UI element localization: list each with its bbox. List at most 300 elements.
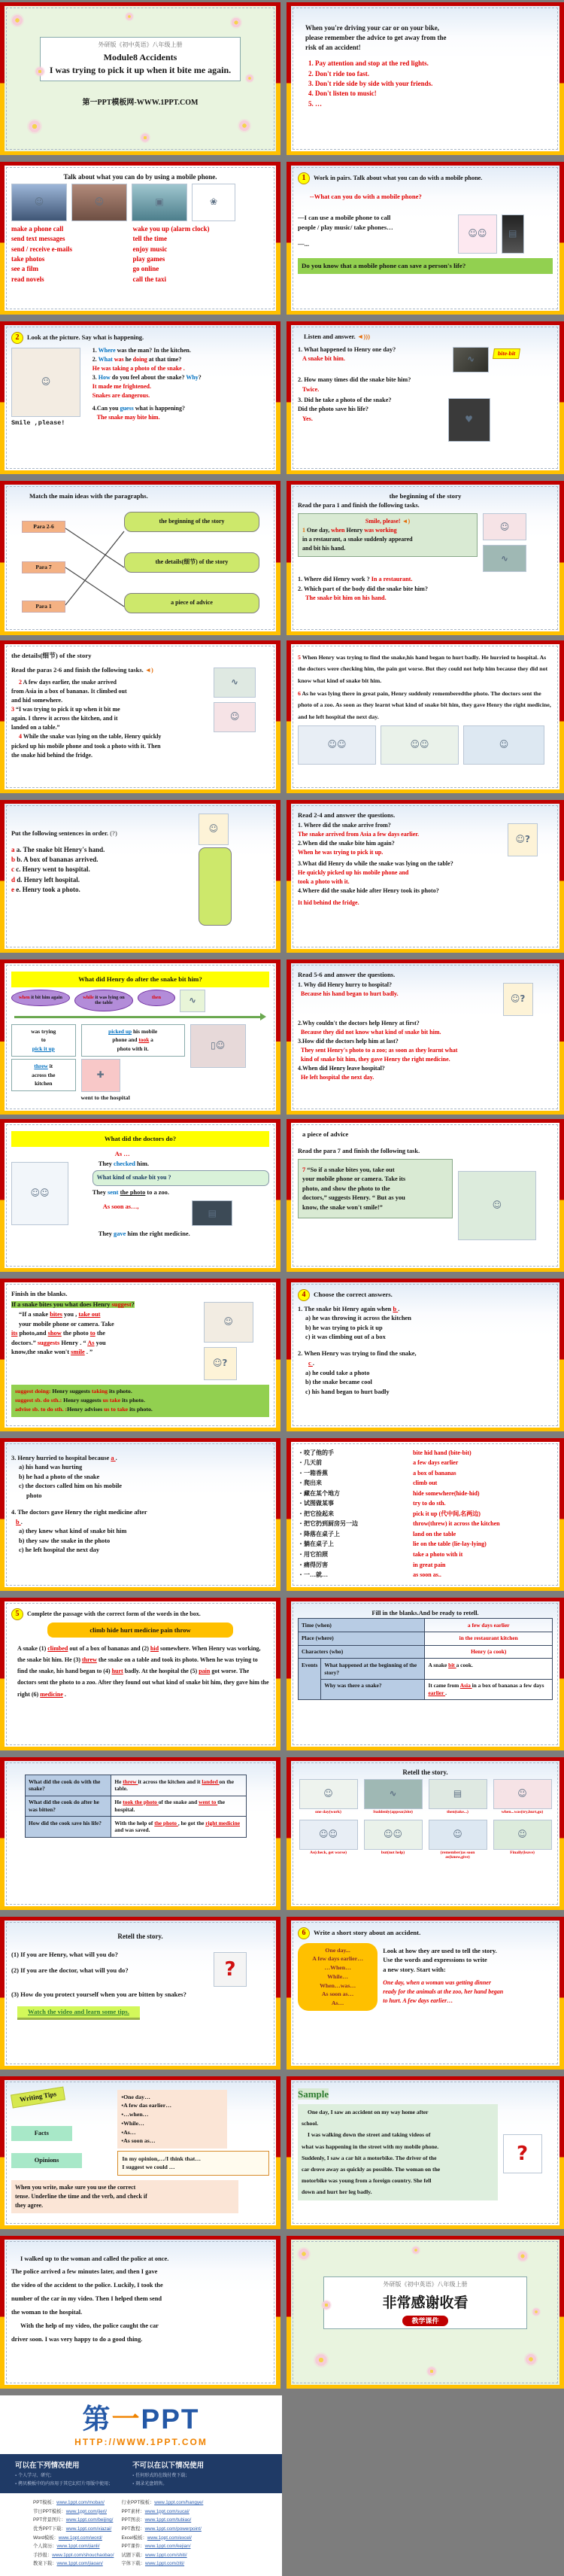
text-fragment: 非常感谢收看 (382, 2295, 468, 2312)
green-box (298, 1159, 453, 1218)
balloons-cartoon: ❀ (192, 184, 235, 221)
spacer (92, 1198, 187, 1201)
text-line (92, 374, 269, 382)
text-fragment: advise sb. to do sth. : (15, 1405, 68, 1413)
text-fragment: and was saved. (114, 1826, 150, 1834)
spacer (383, 1975, 553, 1978)
text-fragment: send / receive e-mails (11, 245, 73, 253)
text-fragment: When Henry was trying to find the snake,his hand began to hurt badly. He hurried to hospital. As the doctors were checking him, the pain got worse. But they could not help him because they did not know what kind of snake bit him. (298, 653, 548, 684)
text-fragment: •While… (121, 2119, 144, 2127)
text-fragment: What did the cook do after he was bitten? (29, 1799, 99, 1813)
text-line (298, 80, 553, 89)
text-fragment: Read 2-4 and answer the questions. (298, 811, 396, 819)
text-fragment: ◄) (402, 517, 411, 525)
image-row (214, 1952, 269, 1987)
text-line (302, 1947, 374, 1954)
footer-link[interactable]: www.1ppt.com/jiaoan/ (56, 2561, 103, 2567)
columns (298, 821, 553, 859)
footer-link[interactable]: www.1ppt.com/shiti/ (144, 2552, 187, 2558)
text-line (298, 576, 553, 584)
text-fragment: What did the doctors do? (104, 1134, 177, 1142)
text-fragment: photo,and (17, 1330, 48, 1337)
snake-cartoon: ∿ (180, 990, 205, 1012)
text-line (298, 1065, 553, 1073)
text-line (133, 235, 269, 244)
taking-mountain-photo-wrap (132, 184, 187, 221)
text-fragment: sent (108, 1189, 119, 1197)
text-fragment: down and hurt her leg badly. (302, 2188, 372, 2196)
footer-link-row (33, 2516, 114, 2525)
text-fragment: ・躺在桌子上 (298, 1540, 334, 1548)
spacer (503, 2102, 553, 2132)
text-fragment: c (308, 1359, 313, 1367)
text-line (302, 1175, 448, 1183)
text-line (11, 2253, 269, 2265)
text-fragment: car drove away as quickly as possible. The woman on the (302, 2165, 441, 2173)
text-fragment: One day, I saw an accident on my way home after (308, 2109, 429, 2116)
image-row (214, 668, 269, 732)
text-fragment: —... (298, 240, 310, 248)
text-fragment: 4.Where did the snake hide after Henry took its photo? (298, 887, 439, 894)
text-fragment: send text messages (11, 235, 65, 243)
text-line (11, 1537, 269, 1545)
image-caption: but(not help) (381, 1850, 405, 1855)
spacer (298, 202, 553, 211)
image-caption: (remember)as soon as(know,give) (440, 1850, 475, 1860)
text-line (302, 2118, 494, 2129)
column (298, 1157, 453, 1242)
slide-cell (287, 960, 564, 1115)
text-fragment: As… (331, 2000, 344, 2007)
column (81, 1022, 185, 1103)
vocab-row (298, 1519, 553, 1530)
slide-row (0, 1119, 564, 1272)
spacer (298, 1140, 553, 1146)
text-fragment: you (94, 1339, 106, 1346)
text-line (11, 1951, 208, 1959)
spacer (11, 1501, 269, 1507)
footer-link-row (33, 2498, 114, 2508)
text-line (298, 1020, 553, 1028)
text-fragment: Why was there a snake? (324, 1682, 382, 1689)
text-line (11, 173, 269, 182)
text-line (92, 383, 269, 391)
text-line (298, 24, 553, 33)
image-row (199, 814, 269, 845)
text-line (29, 1778, 108, 1793)
chef-picture-wrap (204, 1302, 253, 1343)
chef-kitchen-picture: ☺ (214, 702, 256, 732)
text-fragment: They (98, 1230, 114, 1238)
text-line (133, 275, 269, 284)
hospital-building-cartoon-wrap (81, 1059, 120, 1092)
text-fragment: •As soon as… (121, 2137, 156, 2145)
footer-link-label: 节日PPT模板： (33, 2508, 66, 2514)
footer-link[interactable]: www.1ppt.com/shouchaobao/ (52, 2552, 114, 2558)
text-fragment: they agree. (15, 2201, 44, 2209)
text-line (298, 502, 553, 510)
text-fragment: ? (131, 1301, 135, 1309)
text-fragment: ・一…就… (298, 1571, 328, 1579)
footer-link-label: 手抄报： (33, 2552, 53, 2558)
column (458, 1157, 553, 1242)
text-line (16, 1072, 71, 1079)
text-line (298, 397, 443, 405)
text-fragment: call the taxi (132, 275, 167, 283)
footer-link-row (33, 2525, 114, 2534)
text-fragment: ・一箱香蕉 (298, 1469, 328, 1477)
text-fragment: 1. The snake bit Henry again when (298, 1305, 393, 1312)
text-line (17, 995, 64, 1000)
writing-tips-label: Writing Tips (11, 2087, 65, 2109)
column (11, 345, 87, 429)
slide-cell (0, 960, 280, 1115)
boy-question-cartoon-wrap (503, 983, 533, 1016)
usage-can-column (15, 2459, 113, 2487)
main-idea-box: the details(细节) of the story (124, 552, 259, 573)
text-line (121, 2129, 223, 2137)
text-fragment: A few days earlier… (312, 1955, 363, 1963)
column (298, 396, 443, 444)
text-fragment: it was lying on the table (93, 995, 125, 1006)
image-row (192, 1200, 269, 1226)
footer-link[interactable]: www.1ppt.com/word/ (58, 2535, 102, 2541)
footer-link[interactable]: www.1ppt.com/tubiao/ (144, 2517, 192, 2523)
column (199, 811, 269, 928)
text-fragment: d. Henry left hospital. (15, 875, 80, 884)
text-line (413, 1551, 553, 1559)
table-cell (26, 1775, 111, 1796)
table-cell (111, 1796, 247, 1817)
watch-video-link[interactable] (17, 2006, 140, 2021)
para-label: Para 2-6 (22, 521, 65, 533)
text-line (428, 1682, 549, 1697)
boy-question-cartoon: ☺? (503, 983, 533, 1016)
table-cell (299, 1619, 425, 1632)
text-fragment: Retell the story. (402, 1768, 448, 1776)
text-fragment: . (62, 1690, 66, 1698)
text-line (298, 1038, 553, 1046)
text-line (302, 1648, 421, 1656)
text-line (15, 2129, 68, 2137)
text-line (11, 1643, 269, 1700)
footer-link[interactable]: www.1ppt.com/xiazai/ (65, 2526, 112, 2532)
text-fragment: b) they saw the snake in the photo (19, 1537, 111, 1544)
text-fragment: Module8 Accidents (103, 52, 177, 63)
footer-link-label: PPT素材： (121, 2508, 145, 2514)
slide-cook-table (5, 1761, 276, 1906)
restaurant-kitchen-picture-wrap (483, 513, 526, 540)
slide-sample-story-2 (5, 2240, 276, 2385)
table-cell (111, 1817, 247, 1838)
text-fragment: people / play music/ take phones… (298, 223, 393, 231)
column (453, 345, 553, 375)
text-line (298, 1029, 553, 1037)
text-line (298, 688, 553, 723)
image-row (503, 983, 553, 1016)
image-caption: As(check, get worse) (310, 1850, 347, 1855)
vocabulary-list (298, 1448, 553, 1580)
slide-retell-pictures (291, 1761, 559, 1906)
text-line (15, 2193, 235, 2201)
text-fragment: Henry suggests (62, 1397, 103, 1404)
text-line (302, 536, 473, 544)
columns (298, 345, 553, 375)
text-fragment: Finish in the blanks. (11, 1289, 68, 1297)
text-fragment: a. The snake bit Henry's hand. (14, 845, 105, 853)
text-line (11, 886, 193, 895)
logo-text (0, 2405, 282, 2433)
text-line (81, 1094, 185, 1102)
text-line (92, 1230, 269, 1238)
text-line (11, 743, 208, 751)
footer-link[interactable]: www.1ppt.com/sucai/ (144, 2508, 190, 2514)
text-fragment: was (114, 355, 124, 363)
flower-decoration (238, 119, 251, 132)
text-fragment: a few days earlier (467, 1621, 510, 1629)
text-fragment: As … (114, 1151, 130, 1158)
text-fragment: the video of the accident to the police. Luckily, I took the (11, 2282, 163, 2289)
slide-row (0, 1757, 564, 1910)
text-line (44, 65, 237, 77)
columns (298, 396, 553, 444)
text-fragment: the woman to the hospital. (11, 2309, 83, 2316)
text-fragment: in a restaurant, a snake suddenly appeared (302, 536, 413, 543)
text-fragment: please remember the advice to get away from the (305, 33, 447, 41)
columns (298, 511, 553, 574)
column (503, 2102, 553, 2203)
text-fragment: They (98, 1160, 114, 1167)
text-fragment: I was trying to pick it up when it bite me again. (49, 65, 232, 76)
text-line (11, 679, 208, 687)
text-fragment: . ” (84, 1349, 93, 1356)
bunny-question-cartoon: ? (503, 2134, 542, 2173)
footer-link[interactable]: www.1ppt.com/jianli/ (56, 2544, 100, 2550)
text-fragment: landed on a table.” (11, 724, 60, 731)
text-line (383, 1966, 553, 1974)
footer-link[interactable]: www.1ppt.com/jieri/ (65, 2508, 107, 2514)
slide-read-2-4-questions (291, 804, 559, 949)
vocab-row (298, 1499, 553, 1510)
text-fragment: Suddenly, I saw a car hit a motorbike. The driver of the (302, 2154, 437, 2161)
column (133, 224, 269, 285)
text-line (298, 1531, 408, 1539)
table-cell (299, 1659, 321, 1700)
timeline-arrow (14, 1016, 262, 1018)
text-line (298, 1305, 553, 1313)
column (92, 345, 269, 429)
boy-question-cartoon-wrap (508, 823, 538, 856)
text-line (298, 386, 553, 394)
logo-char-yi: 一 (111, 2404, 141, 2435)
spacer (383, 1941, 553, 1945)
text-fragment: b) the snake became cool (305, 1379, 372, 1386)
column (448, 396, 553, 444)
column (298, 981, 498, 1018)
text-line (121, 2102, 223, 2109)
text-fragment: in the restaurant kitchen (459, 1635, 518, 1642)
link-text[interactable]: Watch the video and learn some tips. (28, 2007, 129, 2015)
text-fragment: 4.Can you (92, 405, 120, 412)
footer-link-row (33, 2534, 114, 2543)
columns (298, 212, 553, 256)
text-line (314, 175, 482, 183)
text-line (121, 2111, 223, 2118)
slide-cell (287, 162, 564, 315)
numbered-activity-heading (298, 1927, 553, 1939)
text-fragment: When you're driving your car or on your bike, (305, 23, 439, 32)
text-line (413, 1531, 553, 1539)
text-line (302, 1185, 448, 1193)
image-row (508, 823, 553, 856)
text-line (298, 1047, 553, 1055)
footer-link[interactable]: www.1ppt.com/hangye/ (154, 2500, 204, 2505)
columns (11, 2088, 269, 2178)
text-fragment: its photo. (120, 1397, 145, 1404)
text-fragment: 3.How did the doctors help him at last? (298, 1037, 399, 1045)
text-fragment: take a photo with it (413, 1550, 463, 1558)
slide-row (0, 800, 564, 953)
text-fragment: I suggest we could … (122, 2164, 175, 2171)
footer-link[interactable]: www.1ppt.com/powerpoint/ (144, 2526, 202, 2532)
text-line (298, 652, 553, 687)
dark-photo-heart: ♥ (448, 398, 490, 442)
text-fragment: when (19, 995, 30, 1001)
footer-link[interactable]: www.1ppt.com/ziti/ (144, 2561, 185, 2567)
text-line (298, 1540, 408, 1549)
doctor-talks-picture: ☺☺ (381, 725, 459, 765)
column (298, 1941, 378, 2013)
text-line (11, 652, 269, 661)
spacer (298, 1343, 553, 1349)
image-row (190, 1024, 269, 1068)
text-fragment: As soon as…, (102, 1203, 139, 1210)
text-fragment: ・咬了他的手 (298, 1449, 334, 1456)
text-fragment: Work in pairs. Talk about what you can do with a mobile phone. (314, 174, 483, 181)
columns (11, 1950, 269, 1989)
text-fragment: (3) How do you protect yourself when you are bitten by snakes? (11, 1990, 186, 1998)
text-fragment: climb out (413, 1480, 438, 1487)
text-line (11, 265, 128, 274)
text-line (11, 255, 128, 264)
text-fragment: suggest doing: (15, 1388, 51, 1395)
table-cell (26, 1796, 111, 1817)
text-line (122, 2164, 265, 2171)
text-line (298, 1130, 553, 1139)
text-fragment: When…was… (320, 1981, 356, 1989)
footer-link-label: PPT背景图片： (33, 2517, 66, 2523)
spacer (92, 401, 269, 404)
text-fragment: ・降落在桌子上 (298, 1530, 340, 1537)
text-line (122, 2155, 265, 2163)
text-fragment: phone and (112, 1036, 139, 1044)
slide-vocabulary (291, 1442, 559, 1587)
text-line (298, 1056, 553, 1064)
text-fragment: Choose the correct answers. (314, 1291, 393, 1299)
text-fragment: Read the para 1 and finish the following tasks. (298, 501, 420, 509)
columns (298, 981, 553, 1018)
text-fragment: 1. Where did the snake arrive from? (298, 822, 391, 829)
hospital-building-cartoon: ✚ (81, 1059, 120, 1092)
footer-link-row (121, 2559, 203, 2568)
image-caption: Suddenly(appear,bite) (373, 1810, 413, 1815)
spacer (11, 2000, 269, 2006)
columns (11, 811, 269, 928)
text-fragment: b. A box of bananas arrived. (15, 855, 99, 863)
footer-link[interactable]: www.1ppt.com/beijing/ (65, 2517, 114, 2523)
text-line (298, 1562, 408, 1570)
text-fragment: ・藏在某个地方 (298, 1489, 340, 1497)
text-line (298, 34, 553, 43)
text-line (298, 1490, 408, 1498)
slide-choose-answers-3-4 (5, 1442, 276, 1587)
column (11, 1149, 87, 1239)
text-fragment: a piece of advice (302, 1130, 349, 1138)
text-line (15, 975, 265, 984)
text-line (11, 1473, 269, 1481)
slide-cell (287, 1917, 564, 2070)
text-line (11, 419, 87, 427)
text-fragment: Use the words and expressions to write (383, 1957, 487, 1964)
hly2-box (11, 1131, 269, 1147)
text-line (298, 1609, 553, 1617)
text-fragment: the photo (154, 1819, 178, 1826)
column (298, 821, 502, 859)
text-fragment: He quickly picked up his mobile phone and (298, 868, 409, 876)
white-box (81, 1024, 185, 1057)
text-fragment: on the table. (114, 1778, 235, 1793)
text-line (11, 1454, 269, 1462)
image-row (11, 348, 87, 417)
text-fragment: a (111, 1454, 116, 1461)
scene-but-not-help-wrap (364, 1820, 423, 1855)
footer-link[interactable]: www.1ppt.com/moban/ (56, 2500, 105, 2505)
text-line (298, 355, 447, 363)
white-box (11, 1059, 76, 1091)
slide-row (0, 2076, 564, 2229)
text-line (298, 346, 447, 354)
spacer (11, 1149, 87, 1160)
column (458, 212, 553, 256)
spacer (298, 185, 553, 191)
footer-link[interactable]: www.1ppt.com/excel/ (147, 2535, 192, 2541)
text-line (383, 1956, 553, 1964)
column (192, 1198, 269, 1228)
slide-cell (287, 1598, 564, 1750)
text-line (302, 2000, 374, 2007)
slide-finish-blanks (5, 1282, 276, 1428)
text-fragment: 1. What happened to Henry one day? (298, 345, 396, 353)
text-line (413, 1571, 553, 1580)
usage-can-item: ▪ 个人学习、研究； (15, 2471, 113, 2478)
text-line (298, 1359, 553, 1367)
photo-of-snake-picture: ∿ (214, 668, 256, 698)
slide-cell (287, 481, 564, 635)
text-line (11, 1339, 199, 1347)
footer-link-label: Word模板： (33, 2535, 59, 2541)
text-fragment: its photo. (108, 1388, 132, 1395)
text-fragment: b) he was trying to pick it up (305, 1324, 383, 1331)
text-line (302, 1166, 448, 1174)
text-fragment: One day, when a woman was getting dinner (383, 1978, 491, 1986)
flower-decoration (140, 132, 150, 143)
main-idea-box: the beginning of the story (124, 512, 259, 532)
footer-link[interactable]: www.1ppt.com/kejian/ (144, 2544, 191, 2550)
balloons-cartoon-wrap (192, 184, 235, 221)
text-line (302, 1973, 374, 1981)
vocab-row (298, 1550, 553, 1560)
slide-write-story (291, 1921, 559, 2066)
